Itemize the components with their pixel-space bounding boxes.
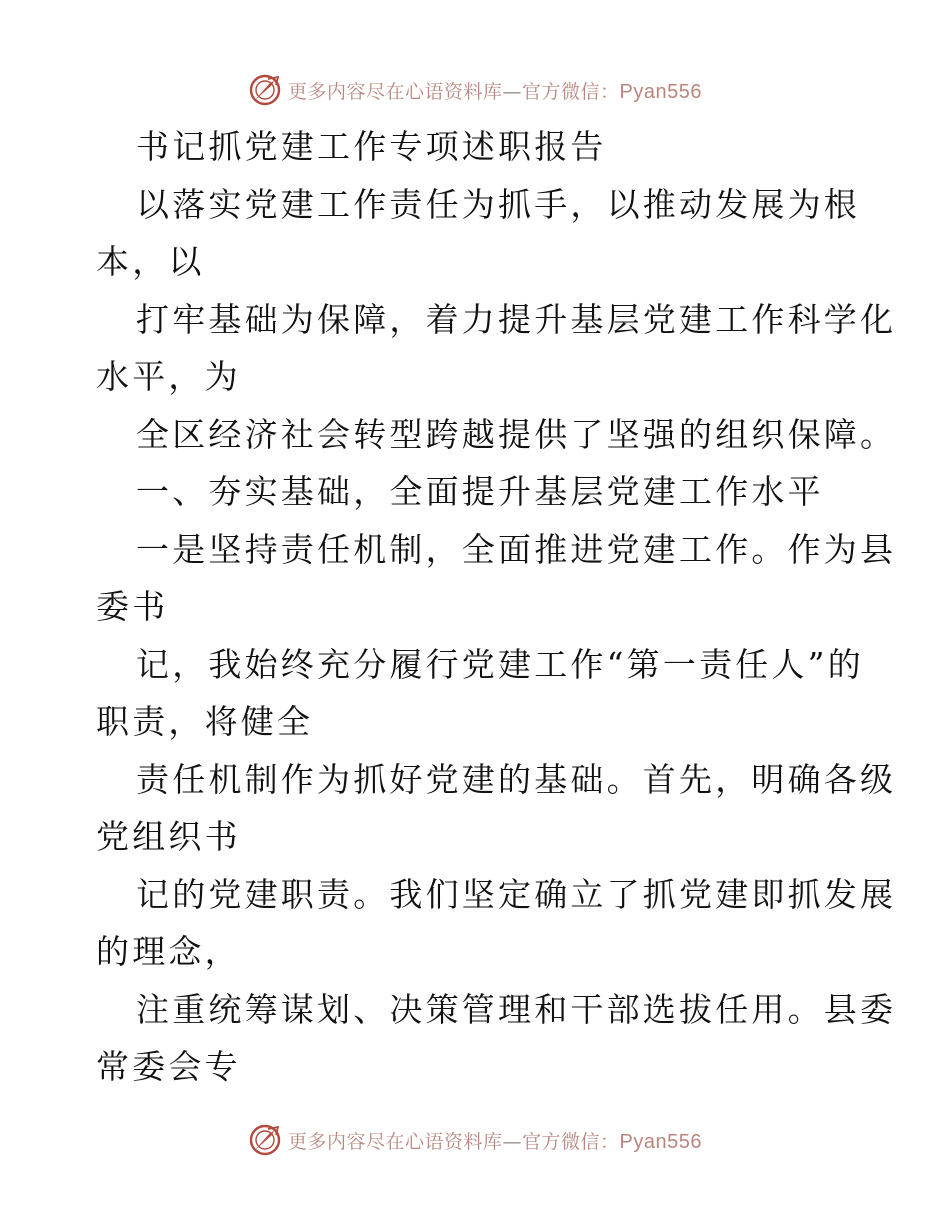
text-line: 一是坚持责任机制，全面推进党建工作。作为县: [136, 529, 897, 569]
banner-dash: —: [502, 1130, 523, 1153]
header-banner: [0, 70, 950, 110]
footer-banner-text: [288, 1127, 702, 1154]
footer-banner-inner: [248, 1123, 702, 1157]
banner-wechat-id: Pyan556: [619, 1130, 702, 1153]
quill-seal-icon: [248, 1123, 282, 1157]
banner-dash: —: [502, 80, 523, 103]
quill-seal-icon: [248, 73, 282, 107]
banner-wechat-id: Pyan556: [619, 80, 702, 103]
text-line: 打牢基础为保障，着力提升基层党建工作科学化: [136, 299, 897, 339]
text-line: 委书: [96, 587, 169, 626]
text-line: 的理念，: [96, 932, 241, 971]
text-line: 水平，为: [96, 357, 241, 396]
banner-main-text: 更多内容尽在心语资料库: [288, 1130, 503, 1153]
document-body: [96, 118, 897, 1096]
text-line: 书记抓党建工作专项述职报告: [136, 127, 607, 166]
header-banner-inner: [248, 73, 702, 107]
text-line: 党组织书: [96, 817, 241, 856]
text-line: 记，我始终充分履行党建工作“第一责任人”的: [136, 644, 864, 684]
banner-wechat-label: 官方微信：: [522, 1130, 620, 1153]
text-line: 本，以: [96, 242, 205, 281]
footer-banner: [0, 1120, 950, 1160]
text-line: 记的党建职责。我们坚定确立了抓党建即抓发展: [136, 874, 897, 914]
text-line: 注重统筹谋划、决策管理和干部选拔任用。县委: [136, 989, 897, 1029]
text-line: 责任机制作为抓好党建的基础。首先，明确各级: [136, 759, 897, 799]
banner-wechat-label: 官方微信：: [522, 80, 620, 103]
text-line: 一、夯实基础，全面提升基层党建工作水平: [136, 472, 824, 511]
text-line: 以落实党建工作责任为抓手，以推动发展为根: [136, 184, 860, 224]
text-line: 常委会专: [96, 1047, 241, 1086]
text-line: 全区经济社会转型跨越提供了坚强的组织保障。: [136, 414, 897, 454]
text-line: 职责，将健全: [96, 702, 314, 741]
header-banner-text: [288, 77, 702, 104]
banner-main-text: 更多内容尽在心语资料库: [288, 80, 503, 103]
